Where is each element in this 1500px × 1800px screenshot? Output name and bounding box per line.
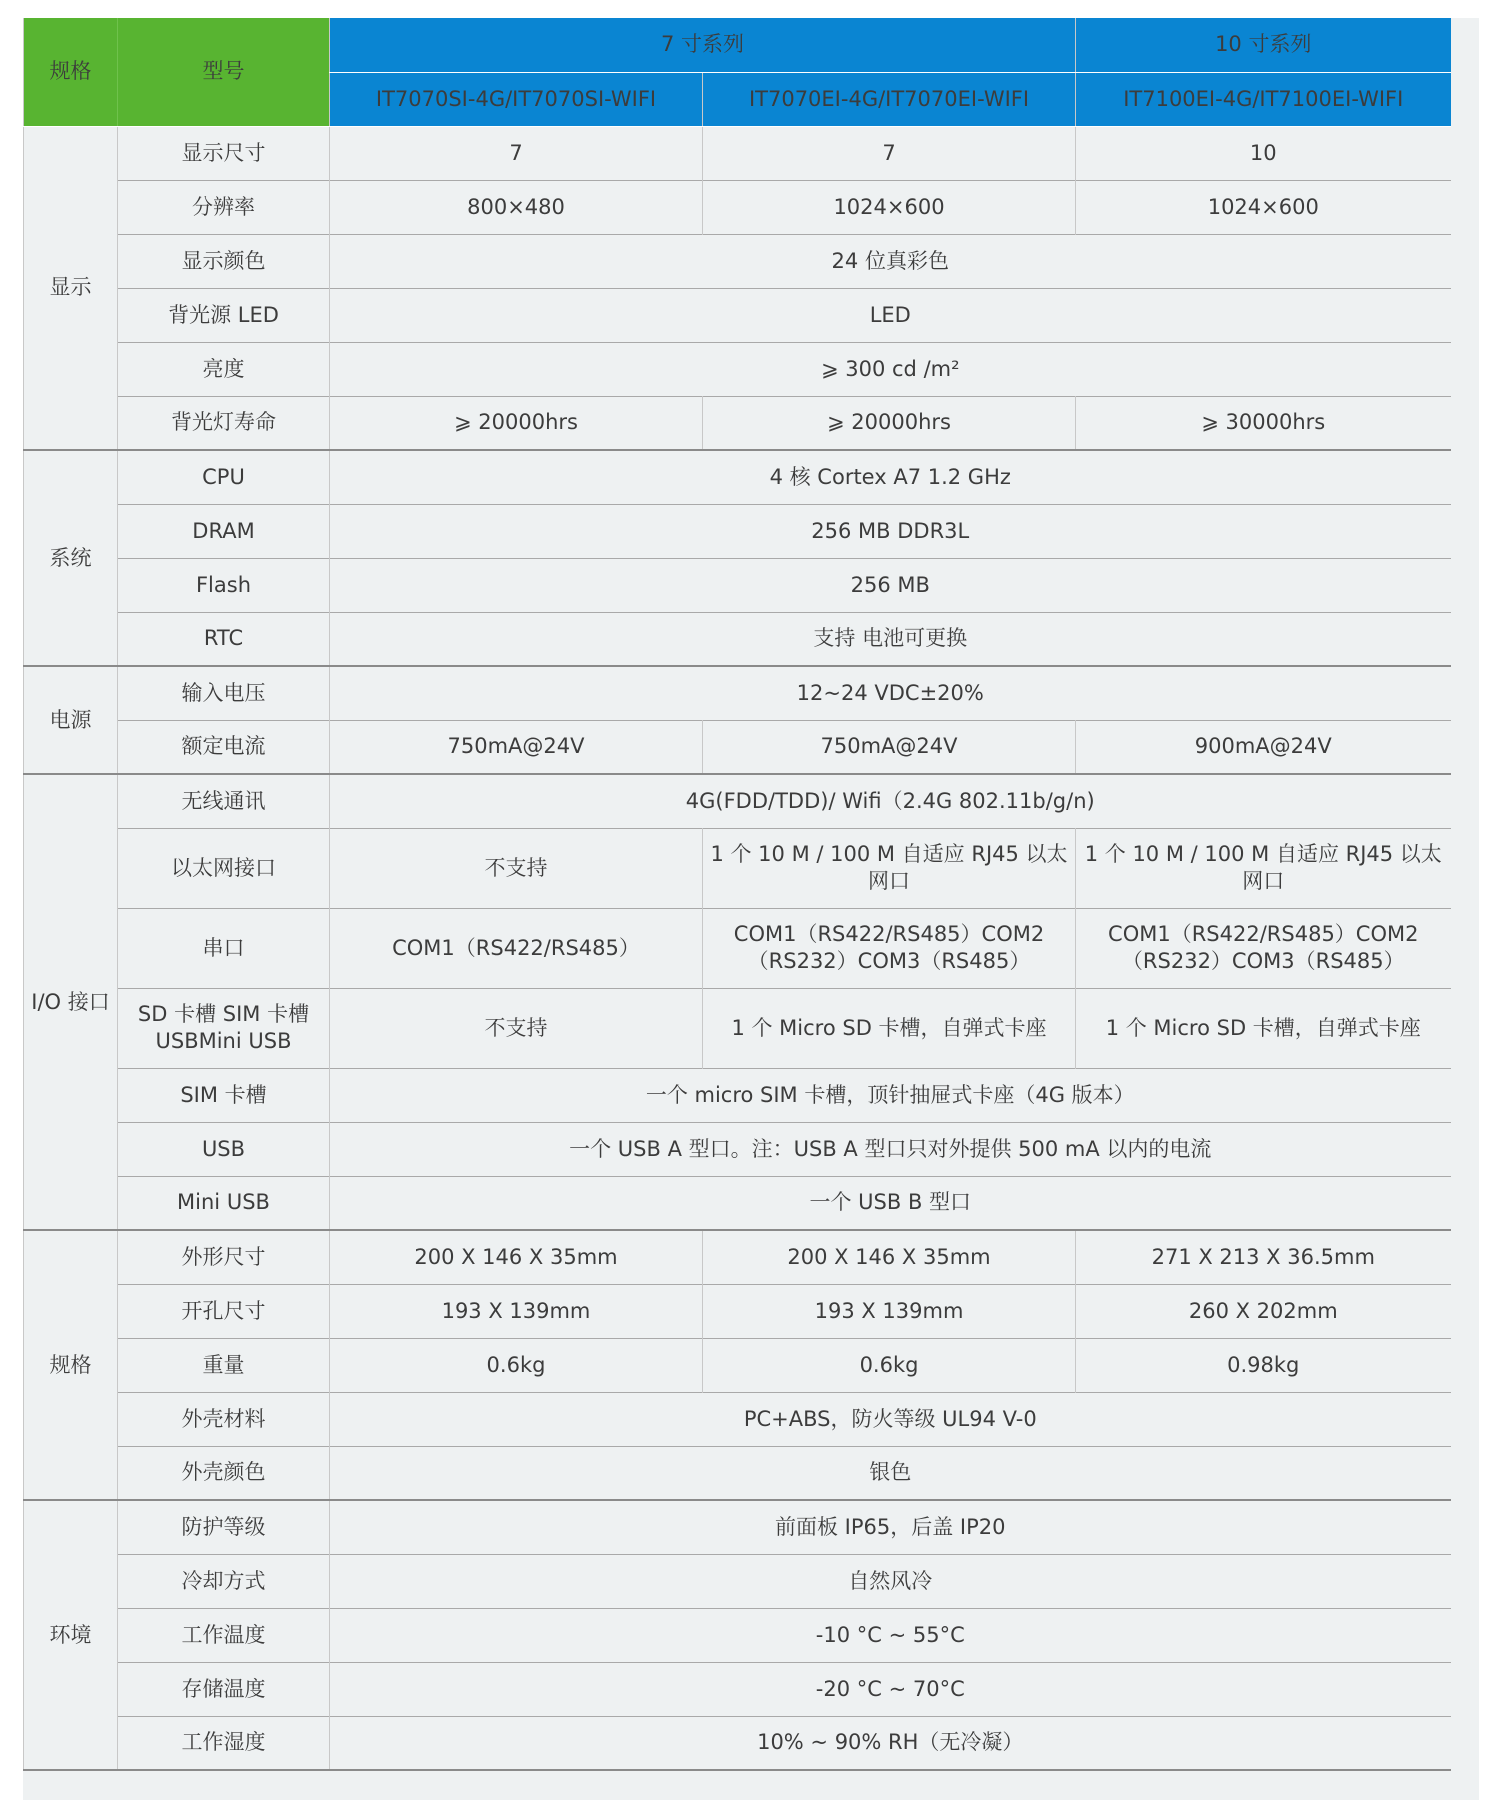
value-cell: 0.6kg (703, 1338, 1076, 1392)
value-cell: 7 (703, 126, 1076, 180)
group-label: 系统 (24, 450, 118, 666)
spec-sheet (23, 18, 1479, 1800)
value-cell-merged: 支持 电池可更换 (330, 612, 1451, 666)
table-row (24, 396, 1451, 450)
row-label: 串口 (118, 908, 330, 988)
value-cell: 900mA@24V (1076, 720, 1451, 774)
value-cell: 1 个 Micro SD 卡槽，自弹式卡座 (1076, 988, 1451, 1068)
value-cell: 200 X 146 X 35mm (703, 1230, 1076, 1284)
row-label: 重量 (118, 1338, 330, 1392)
row-label: 显示颜色 (118, 234, 330, 288)
value-cell: ⩾ 30000hrs (1076, 396, 1451, 450)
value-cell-merged: -10 °C ~ 55°C (330, 1608, 1451, 1662)
table-row (24, 774, 1451, 828)
row-label: 外壳颜色 (118, 1446, 330, 1500)
value-cell-merged: 一个 USB B 型口 (330, 1176, 1451, 1230)
row-label: RTC (118, 612, 330, 666)
row-label: 额定电流 (118, 720, 330, 774)
row-label: 开孔尺寸 (118, 1284, 330, 1338)
row-label: 亮度 (118, 342, 330, 396)
value-cell: 750mA@24V (330, 720, 703, 774)
table-row (24, 1500, 1451, 1554)
table-row (24, 1284, 1451, 1338)
table-row (24, 908, 1451, 988)
header-model: 型号 (118, 18, 330, 126)
row-label: 防护等级 (118, 1500, 330, 1554)
table-row (24, 612, 1451, 666)
row-label: 工作湿度 (118, 1716, 330, 1770)
value-cell: COM1（RS422/RS485）COM2（RS232）COM3（RS485） (703, 908, 1076, 988)
table-row (24, 720, 1451, 774)
row-label: Mini USB (118, 1176, 330, 1230)
value-cell: 0.6kg (330, 1338, 703, 1392)
value-cell-merged: 24 位真彩色 (330, 234, 1451, 288)
header-model-1: IT7070SI-4G/IT7070SI-WIFI (330, 72, 703, 126)
table-row (24, 1230, 1451, 1284)
value-cell: 193 X 139mm (703, 1284, 1076, 1338)
value-cell: COM1（RS422/RS485） (330, 908, 703, 988)
table-row (24, 1662, 1451, 1716)
header-model-2: IT7070EI-4G/IT7070EI-WIFI (703, 72, 1076, 126)
value-cell: 7 (330, 126, 703, 180)
header-model-3: IT7100EI-4G/IT7100EI-WIFI (1076, 72, 1451, 126)
row-label: 外形尺寸 (118, 1230, 330, 1284)
table-row (24, 126, 1451, 180)
value-cell-merged: ⩾ 300 cd /m² (330, 342, 1451, 396)
value-cell-merged: 256 MB (330, 558, 1451, 612)
group-label: 规格 (24, 1230, 118, 1500)
spec-table (23, 18, 1451, 1771)
spec-body (24, 126, 1451, 1770)
table-row (24, 1392, 1451, 1446)
row-label: 输入电压 (118, 666, 330, 720)
value-cell: 1 个 10 M / 100 M 自适应 RJ45 以太网口 (703, 828, 1076, 908)
value-cell: 260 X 202mm (1076, 1284, 1451, 1338)
row-label: 背光灯寿命 (118, 396, 330, 450)
table-row (24, 180, 1451, 234)
value-cell: 1 个 Micro SD 卡槽，自弹式卡座 (703, 988, 1076, 1068)
group-label: 显示 (24, 126, 118, 450)
table-row (24, 288, 1451, 342)
table-row (24, 1122, 1451, 1176)
table-row (24, 1554, 1451, 1608)
value-cell-merged: LED (330, 288, 1451, 342)
header-series-7: 7 寸系列 (330, 18, 1076, 72)
table-row (24, 342, 1451, 396)
group-label: I/O 接口 (24, 774, 118, 1230)
value-cell: 10 (1076, 126, 1451, 180)
table-row (24, 1176, 1451, 1230)
row-label: CPU (118, 450, 330, 504)
value-cell-merged: 一个 USB A 型口。注：USB A 型口只对外提供 500 mA 以内的电流 (330, 1122, 1451, 1176)
table-row (24, 504, 1451, 558)
value-cell-merged: 4G(FDD/TDD)/ Wifi（2.4G 802.11b/g/n) (330, 774, 1451, 828)
value-cell-merged: 4 核 Cortex A7 1.2 GHz (330, 450, 1451, 504)
value-cell: 271 X 213 X 36.5mm (1076, 1230, 1451, 1284)
row-label: 分辨率 (118, 180, 330, 234)
value-cell-merged: 12~24 VDC±20% (330, 666, 1451, 720)
header-spec: 规格 (24, 18, 118, 126)
row-label: 冷却方式 (118, 1554, 330, 1608)
group-label: 环境 (24, 1500, 118, 1770)
value-cell: 800×480 (330, 180, 703, 234)
value-cell-merged: 前面板 IP65，后盖 IP20 (330, 1500, 1451, 1554)
value-cell: 200 X 146 X 35mm (330, 1230, 703, 1284)
table-row (24, 1338, 1451, 1392)
header-row-series (24, 18, 1451, 72)
value-cell: 0.98kg (1076, 1338, 1451, 1392)
table-row (24, 988, 1451, 1068)
row-label: 以太网接口 (118, 828, 330, 908)
value-cell: 不支持 (330, 828, 703, 908)
row-label: 工作温度 (118, 1608, 330, 1662)
table-row (24, 1608, 1451, 1662)
value-cell: ⩾ 20000hrs (330, 396, 703, 450)
header-series-10: 10 寸系列 (1076, 18, 1451, 72)
value-cell: 1024×600 (703, 180, 1076, 234)
value-cell: 193 X 139mm (330, 1284, 703, 1338)
row-label: 显示尺寸 (118, 126, 330, 180)
row-label: 背光源 LED (118, 288, 330, 342)
row-label: 无线通讯 (118, 774, 330, 828)
table-row (24, 1068, 1451, 1122)
value-cell-merged: 自然风冷 (330, 1554, 1451, 1608)
value-cell: ⩾ 20000hrs (703, 396, 1076, 450)
row-label: SIM 卡槽 (118, 1068, 330, 1122)
row-label: 存储温度 (118, 1662, 330, 1716)
value-cell-merged: 256 MB DDR3L (330, 504, 1451, 558)
table-row (24, 666, 1451, 720)
table-row (24, 828, 1451, 908)
value-cell: COM1（RS422/RS485）COM2（RS232）COM3（RS485） (1076, 908, 1451, 988)
row-label: Flash (118, 558, 330, 612)
value-cell-merged: 一个 micro SIM 卡槽，顶针抽屉式卡座（4G 版本） (330, 1068, 1451, 1122)
value-cell-merged: 银色 (330, 1446, 1451, 1500)
value-cell-merged: PC+ABS，防火等级 UL94 V-0 (330, 1392, 1451, 1446)
table-row (24, 450, 1451, 504)
group-label: 电源 (24, 666, 118, 774)
row-label: DRAM (118, 504, 330, 558)
value-cell: 750mA@24V (703, 720, 1076, 774)
row-label: SD 卡槽 SIM 卡槽 USBMini USB (118, 988, 330, 1068)
table-row (24, 1446, 1451, 1500)
row-label: USB (118, 1122, 330, 1176)
value-cell: 1024×600 (1076, 180, 1451, 234)
table-row (24, 234, 1451, 288)
value-cell-merged: -20 °C ~ 70°C (330, 1662, 1451, 1716)
value-cell: 不支持 (330, 988, 703, 1068)
table-row (24, 558, 1451, 612)
value-cell-merged: 10% ~ 90% RH（无冷凝） (330, 1716, 1451, 1770)
row-label: 外壳材料 (118, 1392, 330, 1446)
value-cell: 1 个 10 M / 100 M 自适应 RJ45 以太网口 (1076, 828, 1451, 908)
table-row (24, 1716, 1451, 1770)
